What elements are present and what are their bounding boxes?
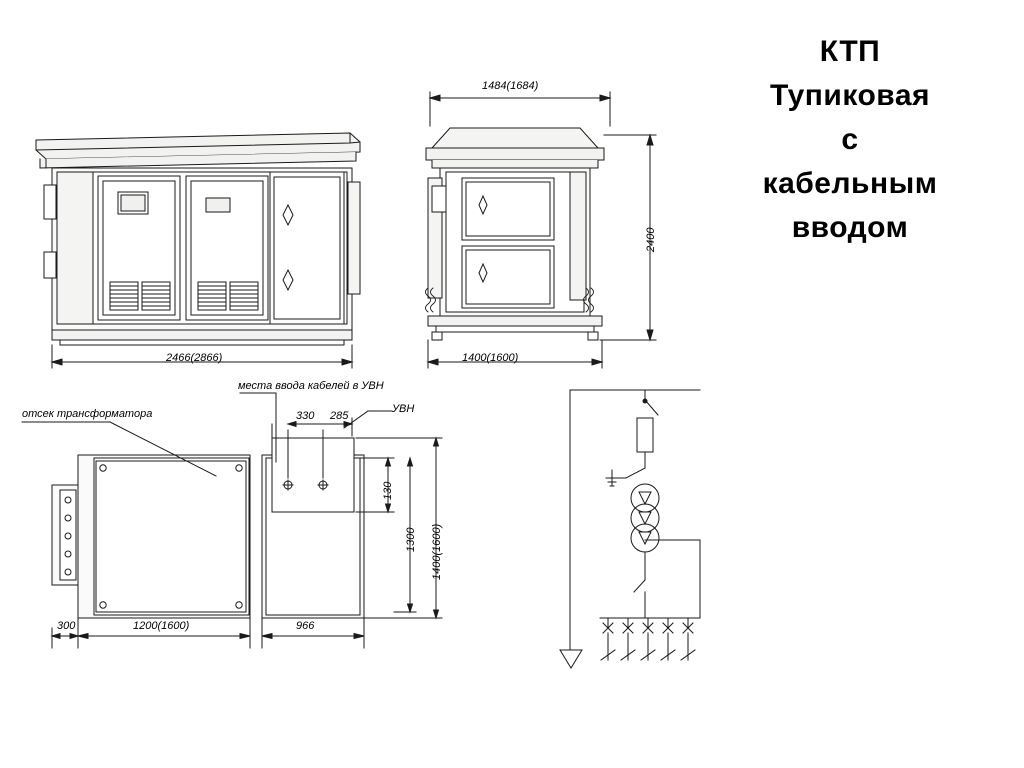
plan-dim-1400-label: 1400(1600) <box>431 523 443 580</box>
side-view-base-dim-label: 1400(1600) <box>462 352 519 364</box>
callout-cable-entry: места ввода кабелей в УВН <box>238 380 384 392</box>
title-line-3: с <box>841 123 859 156</box>
front-view-elevation <box>36 133 360 368</box>
plan-dim-300-label: 300 <box>57 620 76 632</box>
plan-dim-285-label: 285 <box>330 410 349 422</box>
plan-dim-1300-label: 1300 <box>405 527 417 552</box>
single-line-schematic <box>560 390 700 668</box>
title-line-1: КТП <box>819 35 881 68</box>
title-line-2: Тупиковая <box>769 79 931 112</box>
plan-view <box>22 393 442 648</box>
plan-dim-130-label: 130 <box>382 481 394 500</box>
side-view-height-dim-label: 2400 <box>645 227 657 252</box>
front-view-width-dim-label: 2466(2866) <box>166 352 223 364</box>
side-view-elevation <box>426 92 657 368</box>
plan-dim-966-label: 966 <box>296 620 315 632</box>
title-line-5: вводом <box>791 211 909 244</box>
side-view-roof-dim-label: 1484(1684) <box>482 80 539 92</box>
callout-uvn: УВН <box>392 403 415 415</box>
title-line-4: кабельным <box>762 167 938 200</box>
plan-dim-330-label: 330 <box>296 410 315 422</box>
plan-dim-1200-label: 1200(1600) <box>133 620 190 632</box>
callout-transformer-compartment: отсек трансформатора <box>22 408 153 420</box>
